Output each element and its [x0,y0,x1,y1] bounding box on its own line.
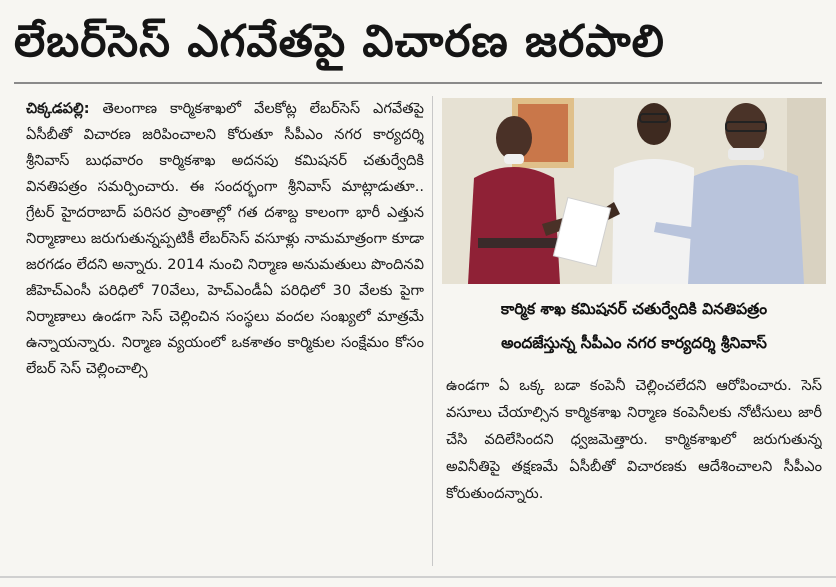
news-photo [442,98,826,284]
bottom-rule [0,576,836,578]
caption-line-1: కార్మిక శాఖ కమిషనర్ చతుర్వేదికి వినతిపత్రం [500,300,768,318]
headline-rule [14,82,822,84]
photo-caption [442,292,826,364]
article-body-left [26,96,424,566]
column-divider [432,96,433,566]
caption-line-2: అందజేస్తున్న సీపీఎం నగర కార్యదర్శి శ్రీనివాస్ [501,334,767,352]
article-text-left: తెలంగాణ కార్మికశాఖలో వేలకోట్ల లేబర్‌సెస్ ఎగవేతపై ఏసీబీతో విచారణ జరిపించాలని కోరుతూ సీపీఎం నగర కార్యదర్శి శ్రీనివాస్ బుధవారం కార్మికశాఖ అదనపు కమిషనర్ చతుర్వేదికి వినతిపత్రం సమర్పించారు. ఈ సందర్భంగా శ్రీనివాస్ మాట్లాడుతూ.. గ్రేటర్ హైదరాబాద్ పరిసర ప్రాంతాల్లో గత దశాబ్ద కాలంగా భారీ ఎత్తున నిర్మాణాలు జరుగుతున్నప్పటికీ లేబర్‌సెస్ వసూళ్లు నామమాత్రంగా కూడా జరగడం లేదని అన్నారు. 2014 నుంచి నిర్మాణ అనుమతులు పొందినవి జీహెచ్ఎంసీ పరిధిలో 70వేలు, హెచ్ఎండీఏ పరిధిలో 30 వేలకు పైగా నిర్మాణాలు ఉండగా సెస్ చెల్లించిన సంస్థలు వందల సంఖ్యలో మాత్రమే ఉన్నాయన్నారు. నిర్మాణ వ్యయంలో ఒకశాతం కార్మికుల సంక్షేమం కోసం లేబర్ సెస్ చెల్లించాల్సి [26,100,424,377]
article-byline: చిక్కడపల్లి: [26,100,90,117]
article-body-right: ఉండగా ఏ ఒక్క బడా కంపెనీ చెల్లించలేదని ఆరోపించారు. సెస్ వసూలు చేయాల్సిన కార్మికశాఖ నిర్మాణ కంపెనీలకు నోటీసులు జారీ చేసి వదిలేసిందని ధ్వజమెత్తారు. కార్మికశాఖలో జరుగుతున్న అవినీతిపై తక్షణమే ఏసీబీతో విచారణకు ఆదేశించాలని సీపీఎం కోరుతుందన్నారు. [446,377,822,502]
photo-illustration [442,98,826,284]
headline: లేబర్‌సెస్ ఎగవేతపై విచారణ జరపాలి [14,16,665,67]
